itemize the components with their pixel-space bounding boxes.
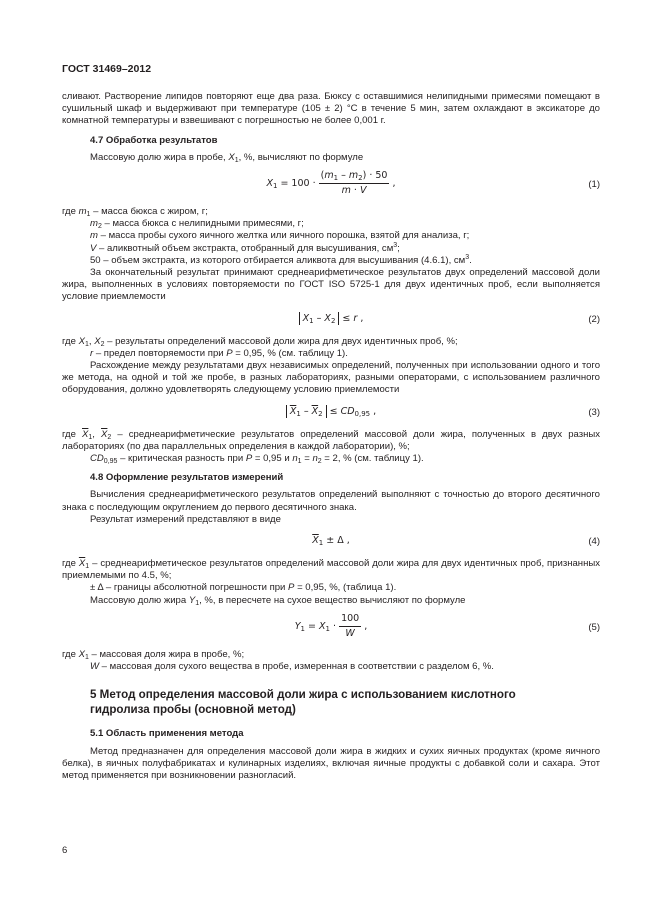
formula-3: $\overline{X}_1 - \overline{X}_2 \le CD_{0,95}$ , (3) <box>62 403 600 423</box>
paragraph: где $X_1$ – массовая доля жира в пробе, %; <box>62 648 245 661</box>
equation-number: (5) <box>588 621 600 633</box>
equation-number: (4) <box>588 535 600 547</box>
paragraph: $m_2$ – масса бюкса с нелипидными примесями, г; <box>90 218 304 231</box>
paragraph: Массовую долю жира $Y_1$, %, в пересчете на сухое вещество вычисляют по формуле <box>90 594 466 607</box>
section-4-8-title: 4.8 Оформление результатов измерений <box>90 472 284 484</box>
paragraph: где $m_1$ – масса бюкса с жиром, г; <box>62 206 208 219</box>
paragraph: m – масса пробы сухого яичного желтка или яичного порошка, взятой для анализа, г; <box>90 230 470 242</box>
equation-number: (2) <box>588 313 600 325</box>
section-5-1-title: 5.1 Область применения метода <box>90 728 244 740</box>
paragraph: где $X_1$, $X_2$ – результаты определений массовой доли жира для двух идентичных проб, %; <box>62 335 458 348</box>
formula-1: $X_1 = 100$ · $\frac{(m_1 - m_2) \cdot 50}{m \cdot V}$ , (1) <box>266 170 600 197</box>
paragraph: 50 – объем экстракта, из которого отбирается аликвота для высушивания (4.6.1), $см^3$. <box>90 253 472 266</box>
equation-number: (3) <box>588 406 600 418</box>
standard-header: ГОСТ 31469–2012 <box>62 63 152 75</box>
formula-2: $X_1 - X_2 \le r$ , (2) <box>62 310 600 330</box>
paragraph: Результат измерений представляют в виде <box>90 513 281 525</box>
formula-4: $\overline{X}_1 \pm \Delta$ , (4) <box>312 535 600 548</box>
paragraph: где $\overline{X}_1$, $\overline{X}_2$ – среднеарифметические результатов определений массовой доли жира, полученных в двух разных лабораториях (по два параллельных определения в каждой лаборатории), %; <box>62 428 600 452</box>
paragraph: $CD_{0,95}$ – критическая разность при P = 0,95 и $n_1 = n_2 = 2$, % (см. таблицу 1). <box>90 453 424 466</box>
equation-number: (1) <box>588 178 600 190</box>
document-page <box>62 0 600 913</box>
paragraph: r – предел повторяемости при P = 0,95, % (см. таблицу 1). <box>90 347 348 359</box>
paragraph: Метод предназначен для определения массовой доли жира в жидких и сухих яичных продуктах (кроме яичного белка), в яичных полуфабрикатах и кулинарных изделиях, включая яичные продукты с добавкой соли и сахара. Этот метод применяется при возникновении разногласий. <box>62 745 600 781</box>
paragraph: сливают. Растворение липидов повторяют еще два раза. Бюксу с оставшимися нелипидными примесями помещают в сушильный шкаф и выдерживают при температуре (105 ± 2) °С в течение 5 мин, затем охлаждают в эксикаторе до комнатной температуры и взвешивают с погрешностью не более 0,001 г. <box>62 91 600 127</box>
document-body <box>62 91 600 782</box>
section-5-title: 5 Метод определения массовой доли жира с использованием кислотного гидролиза пробы (основной метод) <box>90 688 516 717</box>
page-number: 6 <box>62 845 68 856</box>
formula-5: $Y_1 = X_1$ · $\frac{100}{W}$ , (5) <box>294 612 600 640</box>
paragraph: Расхождение между результатами двух независимых определений, полученных при использовании одного и того же метода, на одной и той же пробе, в разных лабораториях, разными операторами, с использованием различного оборудования, должно удовлетворять следующему условию приемлемости <box>62 360 600 396</box>
paragraph: где $\overline{X}_1$ – среднеарифметическое результатов определений массовой доли жира для двух идентичных проб, признанных приемлемыми по 4.5, %; <box>62 558 600 582</box>
section-4-7-title: 4.7 Обработка результатов <box>90 134 218 146</box>
paragraph: ± Δ – границы абсолютной погрешности при P = 0,95, %, (таблица 1). <box>90 582 397 594</box>
paragraph: За окончательный результат принимают среднеарифметическое результатов двух определений массовой доли жира, выполненных в условиях повторяемости по ГОСТ ISO 5725-1 для двух идентичных проб, если выполняется условие приемлемости <box>62 267 600 303</box>
paragraph: Массовую долю жира в пробе, $X_1$, %, вычисляют по формуле <box>90 151 364 164</box>
paragraph: W – массовая доля сухого вещества в пробе, измеренная в соответствии с разделом 6, %. <box>90 661 494 673</box>
paragraph: V – аликвотный объем экстракта, отобранный для высушивания, $см^3$; <box>90 241 400 254</box>
paragraph: Вычисления среднеарифметического результатов определений выполняют с точностью до второго десятичного знака с последующим округлением до первого десятичного знака. <box>62 489 600 513</box>
